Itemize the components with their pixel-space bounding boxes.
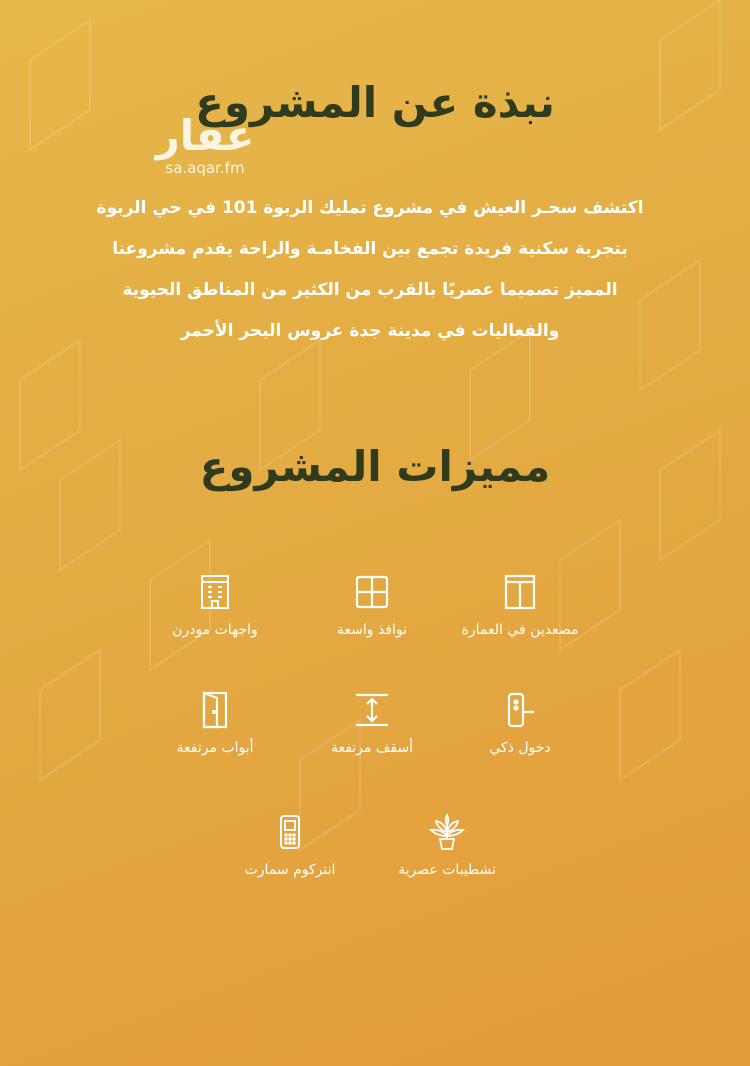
door-icon xyxy=(195,690,235,730)
description-line: اكتشف سحـر العيش في مشروع تمليك الربوة 101 في حي الربوة xyxy=(96,198,644,218)
feature-high-doors xyxy=(135,690,295,756)
feature-label: أبواب مرتفعة xyxy=(176,740,254,756)
description-line: بتجربة سكنية فريدة تجمع بين الفخامـة والراحة يقدم مشروعنا xyxy=(112,239,628,259)
building-icon xyxy=(195,572,235,612)
feature-modern-facades xyxy=(135,572,295,638)
feature-high-ceilings xyxy=(292,690,452,756)
feature-label: مصعدين في العمارة xyxy=(461,622,579,638)
feature-label: نوافذ واسعة xyxy=(336,622,408,638)
feature-label: واجهات مودرن xyxy=(172,622,258,638)
feature-elevators xyxy=(440,572,600,638)
feature-label: تشطيبات عصرية xyxy=(398,862,496,878)
feature-modern-finishes xyxy=(367,812,527,878)
feature-wide-windows xyxy=(292,572,452,638)
smart-lock-icon xyxy=(500,690,540,730)
ceiling-height-icon xyxy=(352,690,392,730)
feature-label: دخول ذكي xyxy=(489,740,551,756)
feature-label: انتركوم سمارت xyxy=(244,862,336,878)
project-description xyxy=(70,188,670,352)
description-line: والفعاليات في مدينة جدة عروس البحر الأحمر xyxy=(180,321,560,341)
feature-smart-entry xyxy=(440,690,600,756)
window-icon xyxy=(352,572,392,612)
feature-smart-intercom xyxy=(210,812,370,878)
elevator-icon xyxy=(500,572,540,612)
plant-icon xyxy=(427,812,467,852)
watermark-url: sa.aqar.fm xyxy=(165,159,245,177)
feature-label: أسقف مرتفعة xyxy=(330,740,414,756)
about-project-title: نبذة عن المشروع xyxy=(195,78,555,127)
intercom-icon xyxy=(270,812,310,852)
project-features-title: مميزات المشروع xyxy=(199,442,551,491)
watermark-logo: عقار xyxy=(155,111,255,160)
description-line: المميز تصميما عصريًا بالقرب من الكثير من المناطق الحيوية xyxy=(122,280,618,300)
